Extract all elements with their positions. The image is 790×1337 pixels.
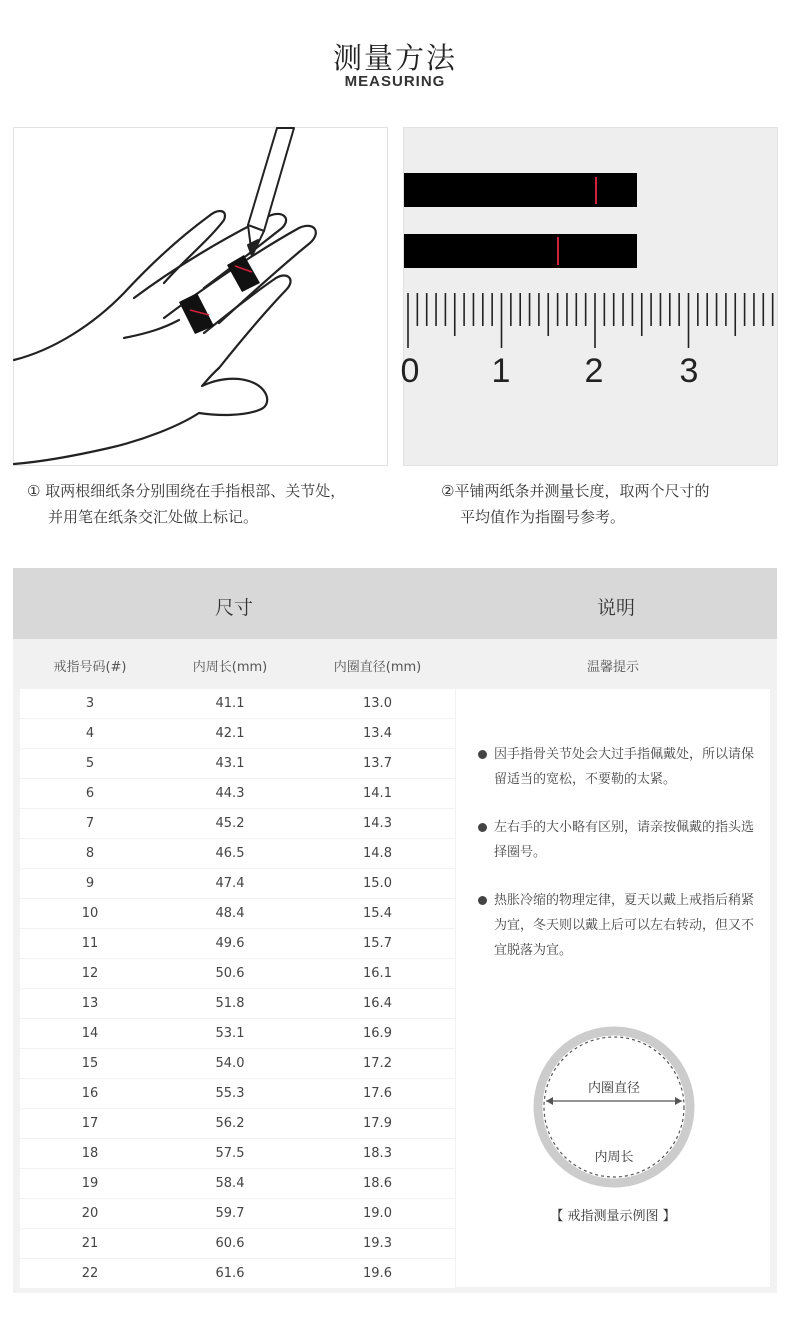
cell-ring-number: 12 — [81, 966, 99, 981]
cell-diameter: 17.6 — [363, 1086, 392, 1101]
table-row — [20, 1259, 455, 1288]
cell-diameter: 14.8 — [363, 846, 392, 861]
cell-ring-number: 15 — [81, 1056, 99, 1071]
ring-diagram — [532, 1025, 696, 1189]
size-rows — [20, 689, 455, 1289]
ruler-illustration-panel — [400, 127, 778, 466]
step-one-line2: 并用笔在纸条交汇处做上标记。 — [48, 508, 259, 526]
step-two-line2: 平均值作为指圈号参考。 — [460, 508, 626, 526]
ruler-label-1: 1 — [491, 352, 511, 390]
bullet-icon — [478, 896, 487, 905]
cell-ring-number: 9 — [85, 876, 95, 891]
cell-diameter: 16.4 — [363, 996, 392, 1011]
diagram-caption: 【 戒指测量示例图 】 — [550, 1209, 676, 1224]
table-row — [20, 1019, 455, 1048]
table-row — [20, 779, 455, 808]
table-row — [20, 1079, 455, 1108]
cell-ring-number: 22 — [81, 1266, 99, 1281]
col-diameter: 内圈直径(mm) — [333, 660, 422, 675]
cell-diameter: 19.0 — [363, 1206, 392, 1221]
diagram-diameter-label: 内圈直径 — [587, 1081, 641, 1096]
table-row — [20, 989, 455, 1018]
size-table — [13, 568, 777, 1293]
table-row — [20, 1229, 455, 1258]
table-column-header — [13, 639, 777, 689]
tip-text: 左右手的大小略有区别，请亲按佩戴的指头选择圈号。 — [494, 820, 755, 860]
table-row — [20, 1199, 455, 1228]
table-row — [20, 959, 455, 988]
cell-ring-number: 6 — [85, 786, 95, 801]
cell-diameter: 17.9 — [363, 1116, 392, 1131]
cell-ring-number: 16 — [81, 1086, 99, 1101]
paper-strip-1 — [404, 173, 637, 207]
tip-text: 热胀冷缩的物理定律，夏天以戴上戒指后稍紧为宜，冬天则以戴上后可以左右转动，但又不宜脱落为宜。 — [494, 893, 755, 958]
cell-ring-number: 20 — [81, 1206, 99, 1221]
cell-diameter: 17.2 — [363, 1056, 392, 1071]
cell-diameter: 18.3 — [363, 1146, 392, 1161]
step-one-line1: ① 取两根细纸条分别围绕在手指根部、关节处， — [27, 482, 346, 500]
notes-panel — [456, 689, 770, 1287]
cell-ring-number: 8 — [85, 846, 95, 861]
cell-diameter: 15.0 — [363, 876, 392, 891]
cell-circumference: 44.3 — [215, 786, 245, 801]
table-row — [20, 1049, 455, 1078]
cell-circumference: 43.1 — [215, 756, 245, 771]
cell-circumference: 55.3 — [215, 1086, 245, 1101]
cell-ring-number: 11 — [81, 936, 99, 951]
cell-diameter: 15.7 — [363, 936, 392, 951]
tip-text: 因手指骨关节处会大过手指佩戴处，所以请保留适当的宽松，不要勒的太紧。 — [494, 747, 755, 787]
ruler-label-0: 0 — [400, 352, 420, 390]
cell-diameter: 14.1 — [363, 786, 392, 801]
section-notes-label: 说明 — [597, 597, 636, 619]
cell-ring-number: 18 — [81, 1146, 99, 1161]
table-row — [20, 1169, 455, 1198]
step-two-text — [441, 478, 709, 530]
cell-ring-number: 10 — [81, 906, 99, 921]
cell-circumference: 54.0 — [215, 1056, 245, 1071]
cell-circumference: 61.6 — [215, 1266, 245, 1281]
cell-circumference: 45.2 — [215, 816, 245, 831]
col-tips: 温馨提示 — [586, 660, 639, 675]
cell-ring-number: 21 — [81, 1236, 99, 1251]
ruler-label-2: 2 — [584, 352, 604, 390]
bullet-icon — [478, 750, 487, 759]
cell-diameter: 19.3 — [363, 1236, 392, 1251]
ruler-label-3: 3 — [679, 352, 699, 390]
cell-circumference: 46.5 — [215, 846, 245, 861]
cell-ring-number: 5 — [85, 756, 95, 771]
cell-circumference: 60.6 — [215, 1236, 245, 1251]
paper-strip-2 — [404, 234, 637, 268]
diagram-circumference-label: 内周长 — [594, 1150, 634, 1165]
table-row — [20, 719, 455, 748]
cell-ring-number: 4 — [85, 726, 95, 741]
hand-illustration — [14, 128, 387, 465]
page-subtitle: MEASURING — [344, 73, 446, 90]
hand-illustration-panel — [13, 127, 388, 466]
tip-item — [478, 742, 763, 792]
cell-circumference: 48.4 — [215, 906, 245, 921]
page-title: 测量方法 — [332, 41, 457, 75]
cell-circumference: 58.4 — [215, 1176, 245, 1191]
table-row — [20, 929, 455, 958]
table-section-header — [13, 568, 777, 639]
cell-ring-number: 7 — [85, 816, 95, 831]
cell-diameter: 14.3 — [363, 816, 392, 831]
cell-circumference: 49.6 — [215, 936, 245, 951]
cell-ring-number: 13 — [81, 996, 99, 1011]
col-circumference: 内周长(mm) — [192, 660, 268, 675]
cell-ring-number: 3 — [85, 696, 95, 711]
cell-diameter: 13.7 — [363, 756, 392, 771]
table-row — [20, 839, 455, 868]
cell-diameter: 13.0 — [363, 696, 392, 711]
table-row — [20, 689, 455, 718]
ruler-illustration — [400, 128, 777, 465]
cell-circumference: 56.2 — [215, 1116, 245, 1131]
cell-diameter: 16.1 — [363, 966, 392, 981]
cell-circumference: 41.1 — [215, 696, 245, 711]
cell-diameter: 15.4 — [363, 906, 392, 921]
cell-circumference: 47.4 — [215, 876, 245, 891]
col-ring-number: 戒指号码(#) — [53, 660, 127, 675]
cell-circumference: 59.7 — [215, 1206, 245, 1221]
table-row — [20, 899, 455, 928]
tip-item — [478, 888, 763, 963]
cell-diameter: 19.6 — [363, 1266, 392, 1281]
cell-circumference: 50.6 — [215, 966, 245, 981]
cell-ring-number: 19 — [81, 1176, 99, 1191]
bullet-icon — [478, 823, 487, 832]
cell-circumference: 42.1 — [215, 726, 245, 741]
tip-item — [478, 815, 763, 865]
step-one-text — [27, 478, 345, 530]
table-row — [20, 749, 455, 778]
cell-diameter: 13.4 — [363, 726, 392, 741]
cell-diameter: 16.9 — [363, 1026, 392, 1041]
table-row — [20, 1109, 455, 1138]
cell-circumference: 51.8 — [215, 996, 245, 1011]
step-two-line1: ②平铺两纸条并测量长度，取两个尺寸的 — [441, 482, 710, 500]
cell-diameter: 18.6 — [363, 1176, 392, 1191]
cell-circumference: 57.5 — [215, 1146, 245, 1161]
cell-circumference: 53.1 — [215, 1026, 245, 1041]
cell-ring-number: 14 — [81, 1026, 99, 1041]
cell-ring-number: 17 — [81, 1116, 99, 1131]
table-row — [20, 809, 455, 838]
section-size-label: 尺寸 — [215, 597, 254, 619]
table-row — [20, 869, 455, 898]
table-row — [20, 1139, 455, 1168]
